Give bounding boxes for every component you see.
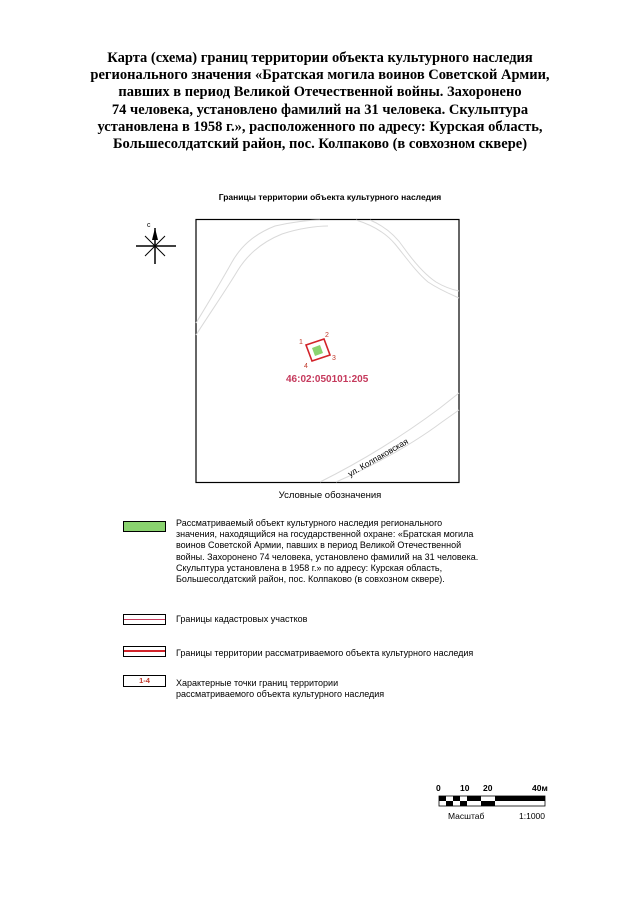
scale-label: Масштаб — [448, 811, 485, 821]
title-line: Карта (схема) границ территории объекта культурного наследия — [107, 50, 533, 66]
point-label-4: 4 — [304, 363, 308, 370]
legend-line: Большесолдатский район, пос. Колпаково (в совхозном сквере). — [176, 574, 445, 585]
legend-swatch-points: 1-4 — [123, 675, 166, 687]
legend-line: Границы кадастровых участков — [176, 614, 308, 624]
legend-line: воинов Советской Армии, павших в период Великой Отечественной — [176, 540, 462, 551]
legend-swatch-object — [123, 521, 166, 532]
scale-tick-40: 40м — [532, 783, 548, 793]
street-label: ул. Колпаковская — [346, 436, 410, 479]
legend-line: Границы территории рассматриваемого объекта культурного наследия — [176, 648, 474, 658]
north-label: с — [147, 222, 151, 229]
title-line: 74 человека, установлено фамилий на 31 человека. Скульптура — [111, 101, 529, 118]
scale-bar — [439, 796, 545, 806]
legend-item-points — [176, 678, 384, 700]
point-label-1: 1 — [299, 339, 303, 346]
legend-item-cadastral — [176, 614, 307, 625]
cadastral-number: 46:02:050101:205 — [286, 374, 369, 385]
map-caption: Границы территории объекта культурного наследия — [218, 192, 442, 202]
legend-swatch-territory — [123, 646, 166, 657]
point-label-2: 2 — [325, 332, 329, 339]
legend-title: Условные обозначения — [278, 490, 382, 501]
scale-tick-0: 0 — [436, 783, 441, 793]
legend-item-territory — [176, 648, 473, 659]
legend-line: Скульптура установлена в 1958 г.» по адресу: Курская область, — [176, 562, 443, 573]
scale-tick-10: 10 — [460, 783, 470, 793]
legend-line: Рассматриваемый объект культурного наследия регионального — [176, 518, 443, 528]
title-line: павших в период Великой Отечественной войны. Захоронено — [118, 84, 522, 101]
point-label-3: 3 — [332, 355, 336, 362]
scale-ratio: 1:1000 — [519, 811, 545, 821]
legend-line: значения, находящийся на государственной охране: «Братская могила — [176, 529, 474, 540]
legend-line: рассматриваемого объекта культурного наследия — [176, 689, 385, 700]
north-arrow-icon — [136, 228, 176, 264]
title-line: Большесолдатский район, пос. Колпаково (в совхозном сквере) — [112, 136, 528, 153]
legend-line: Характерные точки границ территории — [176, 678, 339, 688]
scale-tick-20: 20 — [483, 783, 493, 793]
legend-swatch-cadastral — [123, 614, 166, 625]
title-line: регионального значения «Братская могила воинов Советской Армии, — [90, 67, 550, 84]
title-line: установлена в 1958 г.», расположенного по адресу: Курская область, — [97, 118, 543, 135]
legend-item-object — [176, 518, 478, 585]
legend-line: войны. Захоронено 74 человека, установлено фамилий на 31 человека. — [176, 551, 479, 562]
